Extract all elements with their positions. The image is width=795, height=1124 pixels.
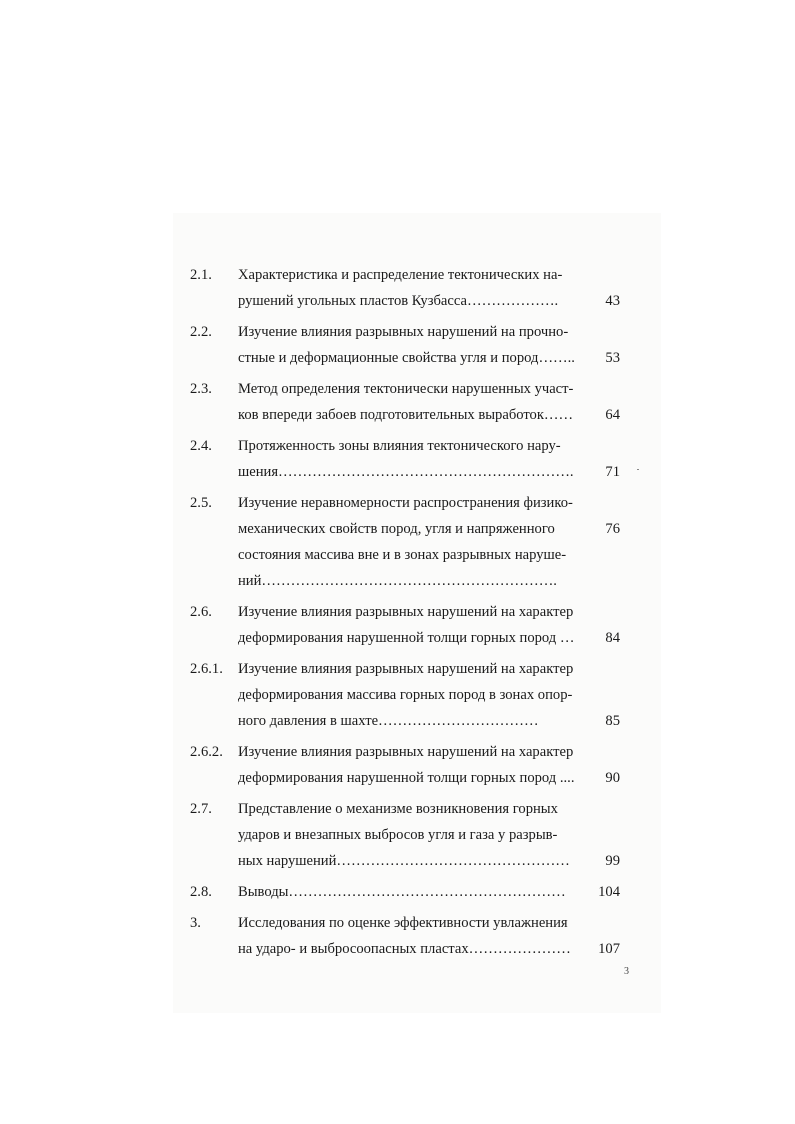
toc-entry[interactable]: [190, 490, 620, 594]
entry-line: Изучение влияния разрывных нарушений на характер: [238, 661, 574, 677]
entry-line: стные и деформационные свойства угля и пород……..: [238, 350, 575, 366]
entry-line: шения…………………………………………………….: [238, 464, 574, 480]
entry-number: 2.6.1.: [190, 661, 223, 677]
entry-number: 3.: [190, 915, 201, 931]
toc-entry[interactable]: [190, 319, 620, 371]
entry-title: [238, 910, 587, 962]
entry-page: 104: [598, 884, 620, 900]
table-of-contents: [190, 262, 620, 967]
entry-title: [238, 796, 587, 874]
entry-number: 2.7.: [190, 801, 212, 817]
entry-number: 2.4.: [190, 438, 212, 454]
entry-title: [238, 376, 587, 428]
entry-line: Метод определения тектонически нарушенных участ-: [238, 381, 574, 397]
entry-title: [238, 262, 587, 314]
entry-line: деформирования нарушенной толщи горных пород ....: [238, 770, 575, 786]
entry-line: на ударо- и выбросоопасных пластах…………………: [238, 941, 571, 957]
toc-entry[interactable]: [190, 910, 620, 962]
entry-line: состояния массива вне и в зонах разрывных наруше-: [238, 547, 567, 563]
entry-line: Выводы…………………………………………………: [238, 884, 566, 900]
scan-speck: [637, 469, 639, 470]
entry-line: ударов и внезапных выбросов угля и газа у разрыв-: [238, 827, 558, 843]
entry-line: Изучение влияния разрывных нарушений на прочно-: [238, 324, 569, 340]
entry-line: рушений угольных пластов Кузбасса……………….: [238, 293, 559, 309]
entry-title: [238, 879, 587, 905]
entry-page: 107: [598, 941, 620, 957]
toc-entry[interactable]: [190, 879, 620, 905]
entry-page: 76: [605, 521, 620, 537]
entry-line: Изучение влияния разрывных нарушений на характер: [238, 744, 574, 760]
entry-number: 2.2.: [190, 324, 212, 340]
entry-line: ков впереди забоев подготовительных выработок……: [238, 407, 574, 423]
toc-entry[interactable]: [190, 796, 620, 874]
entry-line: Изучение влияния разрывных нарушений на характер: [238, 604, 574, 620]
entry-title: [238, 433, 587, 485]
entry-number: 2.6.2.: [190, 744, 223, 760]
entry-line: ний…………………………………………………….: [238, 573, 557, 589]
entry-page: 84: [605, 630, 620, 646]
entry-number: 2.3.: [190, 381, 212, 397]
entry-line: ных нарушений…………………………………………: [238, 853, 570, 869]
entry-page: 71: [605, 464, 620, 480]
page-number: 3: [624, 966, 629, 977]
toc-entry[interactable]: [190, 433, 620, 485]
entry-line: Изучение неравномерности распространения физико-: [238, 495, 573, 511]
entry-number: 2.6.: [190, 604, 212, 620]
entry-page: 64: [605, 407, 620, 423]
entry-line: деформирования массива горных пород в зонах опор-: [238, 687, 573, 703]
entry-title: [238, 490, 587, 594]
entry-number: 2.1.: [190, 267, 212, 283]
entry-line: ного давления в шахте……………………………: [238, 713, 539, 729]
entry-number: 2.5.: [190, 495, 212, 511]
entry-line: Характеристика и распределение тектонических на-: [238, 267, 563, 283]
toc-entry[interactable]: [190, 262, 620, 314]
entry-title: [238, 319, 587, 371]
entry-line: Представление о механизме возникновения горных: [238, 801, 558, 817]
entry-line: Протяженность зоны влияния тектонического нару-: [238, 438, 561, 454]
entry-title: [238, 656, 587, 734]
toc-entry[interactable]: [190, 376, 620, 428]
entry-title: [238, 599, 587, 651]
entry-number: 2.8.: [190, 884, 212, 900]
entry-page: 85: [605, 713, 620, 729]
entry-line: механических свойств пород, угля и напряженного: [238, 521, 555, 537]
entry-line: деформирования нарушенной толщи горных пород …: [238, 630, 575, 646]
entry-page: 53: [605, 350, 620, 366]
entry-title: [238, 739, 587, 791]
entry-line: Исследования по оценке эффективности увлажнения: [238, 915, 568, 931]
toc-entry[interactable]: [190, 656, 620, 734]
toc-entry[interactable]: [190, 739, 620, 791]
entry-page: 43: [605, 293, 620, 309]
entry-page: 90: [605, 770, 620, 786]
entry-page: 99: [605, 853, 620, 869]
toc-entry[interactable]: [190, 599, 620, 651]
